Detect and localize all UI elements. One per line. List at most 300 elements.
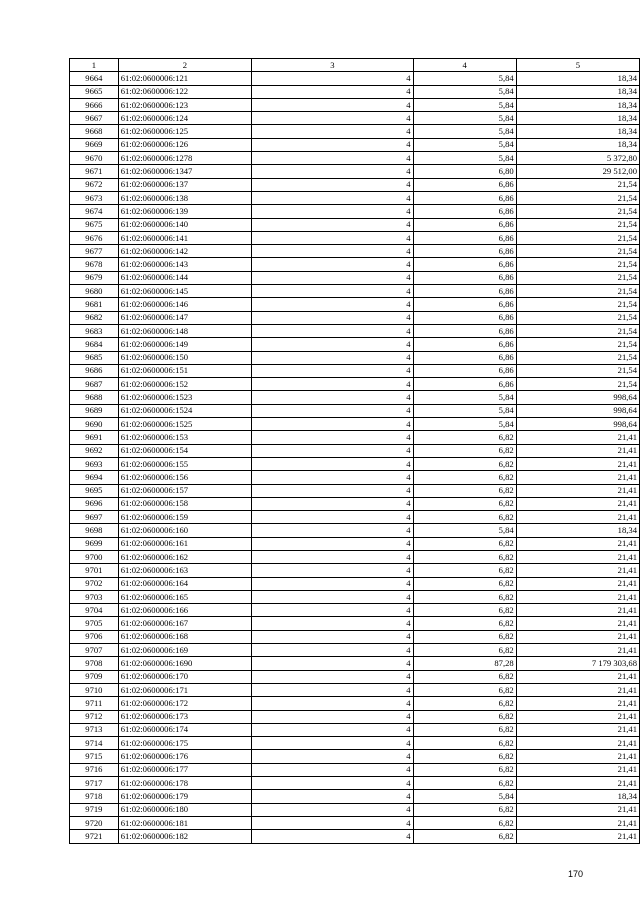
total-cell: 21,41	[516, 644, 639, 657]
category-cell: 4	[252, 351, 413, 364]
table-row	[70, 803, 640, 816]
value-cell: 6,86	[413, 378, 516, 391]
category-cell: 4	[252, 737, 413, 750]
column-header-2: 2	[118, 59, 251, 72]
cadastral-number-cell: 61:02:0600006:126	[118, 138, 251, 151]
value-cell: 5,84	[413, 391, 516, 404]
category-cell: 4	[252, 471, 413, 484]
total-cell: 21,41	[516, 630, 639, 643]
cadastral-number-cell: 61:02:0600006:177	[118, 763, 251, 776]
cadastral-number-cell: 61:02:0600006:151	[118, 364, 251, 377]
value-cell: 6,86	[413, 231, 516, 244]
total-cell: 18,34	[516, 72, 639, 85]
category-cell: 4	[252, 524, 413, 537]
row-number-cell: 9704	[70, 604, 119, 617]
table-row	[70, 604, 640, 617]
category-cell: 4	[252, 431, 413, 444]
row-number-cell: 9702	[70, 577, 119, 590]
row-number-cell: 9664	[70, 72, 119, 85]
category-cell: 4	[252, 816, 413, 829]
cadastral-number-cell: 61:02:0600006:158	[118, 497, 251, 510]
row-number-cell: 9697	[70, 511, 119, 524]
row-number-cell: 9667	[70, 112, 119, 125]
total-cell: 18,34	[516, 125, 639, 138]
total-cell: 21,41	[516, 750, 639, 763]
table-row	[70, 444, 640, 457]
total-cell: 21,41	[516, 803, 639, 816]
category-cell: 4	[252, 85, 413, 98]
row-number-cell: 9674	[70, 205, 119, 218]
value-cell: 6,86	[413, 271, 516, 284]
row-number-cell: 9717	[70, 777, 119, 790]
value-cell: 5,84	[413, 138, 516, 151]
total-cell: 21,41	[516, 577, 639, 590]
cadastral-number-cell: 61:02:0600006:122	[118, 85, 251, 98]
total-cell: 21,41	[516, 723, 639, 736]
table-row	[70, 85, 640, 98]
row-number-cell: 9707	[70, 644, 119, 657]
value-cell: 6,86	[413, 205, 516, 218]
table-row	[70, 497, 640, 510]
total-cell: 18,34	[516, 524, 639, 537]
cadastral-number-cell: 61:02:0600006:180	[118, 803, 251, 816]
row-number-cell: 9678	[70, 258, 119, 271]
table-row	[70, 258, 640, 271]
value-cell: 5,84	[413, 524, 516, 537]
category-cell: 4	[252, 723, 413, 736]
total-cell: 21,41	[516, 830, 639, 843]
total-cell: 21,54	[516, 258, 639, 271]
row-number-cell: 9684	[70, 338, 119, 351]
total-cell: 7 179 303,68	[516, 657, 639, 670]
cadastral-number-cell: 61:02:0600006:124	[118, 112, 251, 125]
category-cell: 4	[252, 763, 413, 776]
value-cell: 6,86	[413, 218, 516, 231]
page-number: 170	[567, 869, 583, 879]
total-cell: 21,41	[516, 484, 639, 497]
total-cell: 21,41	[516, 511, 639, 524]
table-row	[70, 657, 640, 670]
table-row	[70, 750, 640, 763]
value-cell: 5,84	[413, 85, 516, 98]
table-row	[70, 338, 640, 351]
row-number-cell: 9706	[70, 630, 119, 643]
cadastral-number-cell: 61:02:0600006:157	[118, 484, 251, 497]
cadastral-number-cell: 61:02:0600006:140	[118, 218, 251, 231]
table-row	[70, 112, 640, 125]
table-row	[70, 285, 640, 298]
table-row	[70, 723, 640, 736]
row-number-cell: 9695	[70, 484, 119, 497]
total-cell: 21,41	[516, 564, 639, 577]
table-row	[70, 457, 640, 470]
total-cell: 21,54	[516, 218, 639, 231]
cadastral-number-cell: 61:02:0600006:144	[118, 271, 251, 284]
table-row	[70, 524, 640, 537]
column-header-5: 5	[516, 59, 639, 72]
value-cell: 6,82	[413, 444, 516, 457]
row-number-cell: 9683	[70, 324, 119, 337]
category-cell: 4	[252, 750, 413, 763]
table-row	[70, 763, 640, 776]
cadastral-number-cell: 61:02:0600006:161	[118, 537, 251, 550]
value-cell: 6,82	[413, 577, 516, 590]
row-number-cell: 9714	[70, 737, 119, 750]
row-number-cell: 9698	[70, 524, 119, 537]
total-cell: 21,41	[516, 710, 639, 723]
cadastral-number-cell: 61:02:0600006:141	[118, 231, 251, 244]
table-row	[70, 191, 640, 204]
table-row	[70, 298, 640, 311]
row-number-cell: 9677	[70, 245, 119, 258]
total-cell: 21,41	[516, 590, 639, 603]
value-cell: 5,84	[413, 404, 516, 417]
total-cell: 18,34	[516, 85, 639, 98]
value-cell: 87,28	[413, 657, 516, 670]
category-cell: 4	[252, 550, 413, 563]
table-row	[70, 564, 640, 577]
cadastral-number-cell: 61:02:0600006:145	[118, 285, 251, 298]
table-row	[70, 511, 640, 524]
value-cell: 5,84	[413, 72, 516, 85]
category-cell: 4	[252, 165, 413, 178]
cadastral-number-cell: 61:02:0600006:149	[118, 338, 251, 351]
category-cell: 4	[252, 444, 413, 457]
table-row	[70, 165, 640, 178]
cadastral-number-cell: 61:02:0600006:148	[118, 324, 251, 337]
category-cell: 4	[252, 364, 413, 377]
row-number-cell: 9703	[70, 590, 119, 603]
cadastral-number-cell: 61:02:0600006:152	[118, 378, 251, 391]
value-cell: 6,82	[413, 750, 516, 763]
total-cell: 21,41	[516, 697, 639, 710]
row-number-cell: 9689	[70, 404, 119, 417]
category-cell: 4	[252, 112, 413, 125]
row-number-cell: 9711	[70, 697, 119, 710]
cadastral-number-cell: 61:02:0600006:182	[118, 830, 251, 843]
value-cell: 6,86	[413, 298, 516, 311]
value-cell: 6,82	[413, 617, 516, 630]
value-cell: 6,82	[413, 564, 516, 577]
table-row	[70, 231, 640, 244]
cadastral-number-cell: 61:02:0600006:121	[118, 72, 251, 85]
cadastral-number-cell: 61:02:0600006:125	[118, 125, 251, 138]
row-number-cell: 9671	[70, 165, 119, 178]
category-cell: 4	[252, 511, 413, 524]
row-number-cell: 9672	[70, 178, 119, 191]
total-cell: 21,41	[516, 457, 639, 470]
value-cell: 6,82	[413, 737, 516, 750]
value-cell: 6,82	[413, 431, 516, 444]
cadastral-number-cell: 61:02:0600006:143	[118, 258, 251, 271]
cadastral-number-cell: 61:02:0600006:166	[118, 604, 251, 617]
table-row	[70, 710, 640, 723]
value-cell: 6,86	[413, 324, 516, 337]
table-row	[70, 577, 640, 590]
value-cell: 6,82	[413, 803, 516, 816]
category-cell: 4	[252, 803, 413, 816]
cadastral-number-cell: 61:02:0600006:155	[118, 457, 251, 470]
value-cell: 6,82	[413, 590, 516, 603]
cadastral-number-cell: 61:02:0600006:150	[118, 351, 251, 364]
total-cell: 21,41	[516, 777, 639, 790]
cadastral-number-cell: 61:02:0600006:1347	[118, 165, 251, 178]
row-number-cell: 9680	[70, 285, 119, 298]
total-cell: 18,34	[516, 138, 639, 151]
category-cell: 4	[252, 630, 413, 643]
category-cell: 4	[252, 98, 413, 111]
row-number-cell: 9693	[70, 457, 119, 470]
category-cell: 4	[252, 710, 413, 723]
row-number-cell: 9691	[70, 431, 119, 444]
category-cell: 4	[252, 138, 413, 151]
total-cell: 998,64	[516, 391, 639, 404]
value-cell: 6,82	[413, 550, 516, 563]
column-header-1: 1	[70, 59, 119, 72]
total-cell: 21,41	[516, 550, 639, 563]
total-cell: 21,41	[516, 604, 639, 617]
row-number-cell: 9699	[70, 537, 119, 550]
row-number-cell: 9721	[70, 830, 119, 843]
category-cell: 4	[252, 683, 413, 696]
total-cell: 18,34	[516, 98, 639, 111]
value-cell: 6,82	[413, 723, 516, 736]
value-cell: 6,82	[413, 497, 516, 510]
cadastral-number-cell: 61:02:0600006:174	[118, 723, 251, 736]
row-number-cell: 9688	[70, 391, 119, 404]
value-cell: 6,82	[413, 763, 516, 776]
cadastral-number-cell: 61:02:0600006:138	[118, 191, 251, 204]
cadastral-number-cell: 61:02:0600006:159	[118, 511, 251, 524]
cadastral-number-cell: 61:02:0600006:168	[118, 630, 251, 643]
category-cell: 4	[252, 311, 413, 324]
table-row	[70, 351, 640, 364]
value-cell: 6,86	[413, 351, 516, 364]
table-row	[70, 697, 640, 710]
value-cell: 6,86	[413, 178, 516, 191]
value-cell: 6,82	[413, 777, 516, 790]
table-header-row	[70, 59, 640, 72]
cadastral-number-cell: 61:02:0600006:181	[118, 816, 251, 829]
table-row	[70, 311, 640, 324]
value-cell: 6,82	[413, 471, 516, 484]
category-cell: 4	[252, 378, 413, 391]
table-row	[70, 644, 640, 657]
table-row	[70, 378, 640, 391]
category-cell: 4	[252, 830, 413, 843]
row-number-cell: 9718	[70, 790, 119, 803]
total-cell: 21,54	[516, 191, 639, 204]
total-cell: 21,41	[516, 497, 639, 510]
total-cell: 21,41	[516, 763, 639, 776]
value-cell: 5,84	[413, 125, 516, 138]
row-number-cell: 9712	[70, 710, 119, 723]
value-cell: 5,84	[413, 418, 516, 431]
cadastral-number-cell: 61:02:0600006:1523	[118, 391, 251, 404]
total-cell: 21,54	[516, 178, 639, 191]
table-row	[70, 404, 640, 417]
value-cell: 6,86	[413, 311, 516, 324]
category-cell: 4	[252, 484, 413, 497]
value-cell: 6,82	[413, 604, 516, 617]
table-row	[70, 790, 640, 803]
category-cell: 4	[252, 324, 413, 337]
table-row	[70, 484, 640, 497]
table-row	[70, 72, 640, 85]
value-cell: 6,86	[413, 364, 516, 377]
table-row	[70, 471, 640, 484]
category-cell: 4	[252, 644, 413, 657]
table-row	[70, 245, 640, 258]
cadastral-number-cell: 61:02:0600006:142	[118, 245, 251, 258]
row-number-cell: 9700	[70, 550, 119, 563]
category-cell: 4	[252, 577, 413, 590]
table-row	[70, 271, 640, 284]
row-number-cell: 9709	[70, 670, 119, 683]
total-cell: 21,41	[516, 617, 639, 630]
cadastral-number-cell: 61:02:0600006:171	[118, 683, 251, 696]
category-cell: 4	[252, 218, 413, 231]
table-row	[70, 737, 640, 750]
row-number-cell: 9692	[70, 444, 119, 457]
total-cell: 18,34	[516, 790, 639, 803]
value-cell: 6,82	[413, 816, 516, 829]
cadastral-number-cell: 61:02:0600006:164	[118, 577, 251, 590]
table-row	[70, 98, 640, 111]
total-cell: 21,41	[516, 816, 639, 829]
total-cell: 18,34	[516, 112, 639, 125]
row-number-cell: 9720	[70, 816, 119, 829]
total-cell: 21,54	[516, 364, 639, 377]
cadastral-number-cell: 61:02:0600006:1690	[118, 657, 251, 670]
total-cell: 5 372,80	[516, 152, 639, 165]
total-cell: 21,54	[516, 324, 639, 337]
total-cell: 21,41	[516, 737, 639, 750]
cadastral-number-cell: 61:02:0600006:176	[118, 750, 251, 763]
table-row	[70, 683, 640, 696]
value-cell: 6,82	[413, 511, 516, 524]
table-row	[70, 138, 640, 151]
total-cell: 21,41	[516, 537, 639, 550]
total-cell: 21,41	[516, 471, 639, 484]
value-cell: 6,86	[413, 258, 516, 271]
cadastral-number-cell: 61:02:0600006:1524	[118, 404, 251, 417]
row-number-cell: 9679	[70, 271, 119, 284]
cadastral-number-cell: 61:02:0600006:156	[118, 471, 251, 484]
cadastral-number-cell: 61:02:0600006:153	[118, 431, 251, 444]
value-cell: 6,82	[413, 683, 516, 696]
total-cell: 21,54	[516, 205, 639, 218]
category-cell: 4	[252, 790, 413, 803]
table-body	[70, 72, 640, 843]
total-cell: 998,64	[516, 418, 639, 431]
value-cell: 6,82	[413, 457, 516, 470]
category-cell: 4	[252, 245, 413, 258]
category-cell: 4	[252, 604, 413, 617]
category-cell: 4	[252, 298, 413, 311]
column-header-4: 4	[413, 59, 516, 72]
cadastral-number-cell: 61:02:0600006:179	[118, 790, 251, 803]
row-number-cell: 9685	[70, 351, 119, 364]
row-number-cell: 9676	[70, 231, 119, 244]
table-row	[70, 777, 640, 790]
total-cell: 21,54	[516, 378, 639, 391]
cadastral-number-cell: 61:02:0600006:178	[118, 777, 251, 790]
row-number-cell: 9681	[70, 298, 119, 311]
row-number-cell: 9719	[70, 803, 119, 816]
category-cell: 4	[252, 777, 413, 790]
table-row	[70, 590, 640, 603]
row-number-cell: 9701	[70, 564, 119, 577]
category-cell: 4	[252, 391, 413, 404]
category-cell: 4	[252, 205, 413, 218]
row-number-cell: 9694	[70, 471, 119, 484]
category-cell: 4	[252, 285, 413, 298]
value-cell: 6,82	[413, 710, 516, 723]
value-cell: 6,86	[413, 285, 516, 298]
cadastral-number-cell: 61:02:0600006:1278	[118, 152, 251, 165]
total-cell: 21,54	[516, 298, 639, 311]
row-number-cell: 9682	[70, 311, 119, 324]
row-number-cell: 9696	[70, 497, 119, 510]
value-cell: 6,82	[413, 644, 516, 657]
table-row	[70, 324, 640, 337]
cadastral-number-cell: 61:02:0600006:139	[118, 205, 251, 218]
category-cell: 4	[252, 697, 413, 710]
row-number-cell: 9666	[70, 98, 119, 111]
cadastral-number-cell: 61:02:0600006:1525	[118, 418, 251, 431]
row-number-cell: 9670	[70, 152, 119, 165]
cadastral-number-cell: 61:02:0600006:175	[118, 737, 251, 750]
cadastral-number-cell: 61:02:0600006:137	[118, 178, 251, 191]
row-number-cell: 9673	[70, 191, 119, 204]
category-cell: 4	[252, 590, 413, 603]
value-cell: 5,84	[413, 112, 516, 125]
table-row	[70, 830, 640, 843]
category-cell: 4	[252, 564, 413, 577]
row-number-cell: 9686	[70, 364, 119, 377]
total-cell: 998,64	[516, 404, 639, 417]
cadastral-number-cell: 61:02:0600006:160	[118, 524, 251, 537]
table-row	[70, 391, 640, 404]
table-row	[70, 125, 640, 138]
value-cell: 6,80	[413, 165, 516, 178]
value-cell: 6,86	[413, 191, 516, 204]
total-cell: 21,41	[516, 431, 639, 444]
table-row	[70, 550, 640, 563]
category-cell: 4	[252, 271, 413, 284]
table-row	[70, 364, 640, 377]
cadastral-number-cell: 61:02:0600006:147	[118, 311, 251, 324]
cadastral-number-cell: 61:02:0600006:170	[118, 670, 251, 683]
row-number-cell: 9675	[70, 218, 119, 231]
column-header-3: 3	[252, 59, 413, 72]
value-cell: 5,84	[413, 152, 516, 165]
row-number-cell: 9708	[70, 657, 119, 670]
value-cell: 6,82	[413, 630, 516, 643]
category-cell: 4	[252, 231, 413, 244]
cadastral-number-cell: 61:02:0600006:173	[118, 710, 251, 723]
cadastral-number-cell: 61:02:0600006:169	[118, 644, 251, 657]
category-cell: 4	[252, 670, 413, 683]
cadastral-number-cell: 61:02:0600006:146	[118, 298, 251, 311]
cadastral-number-cell: 61:02:0600006:167	[118, 617, 251, 630]
total-cell: 21,41	[516, 670, 639, 683]
total-cell: 21,41	[516, 683, 639, 696]
category-cell: 4	[252, 617, 413, 630]
table-row	[70, 670, 640, 683]
category-cell: 4	[252, 657, 413, 670]
